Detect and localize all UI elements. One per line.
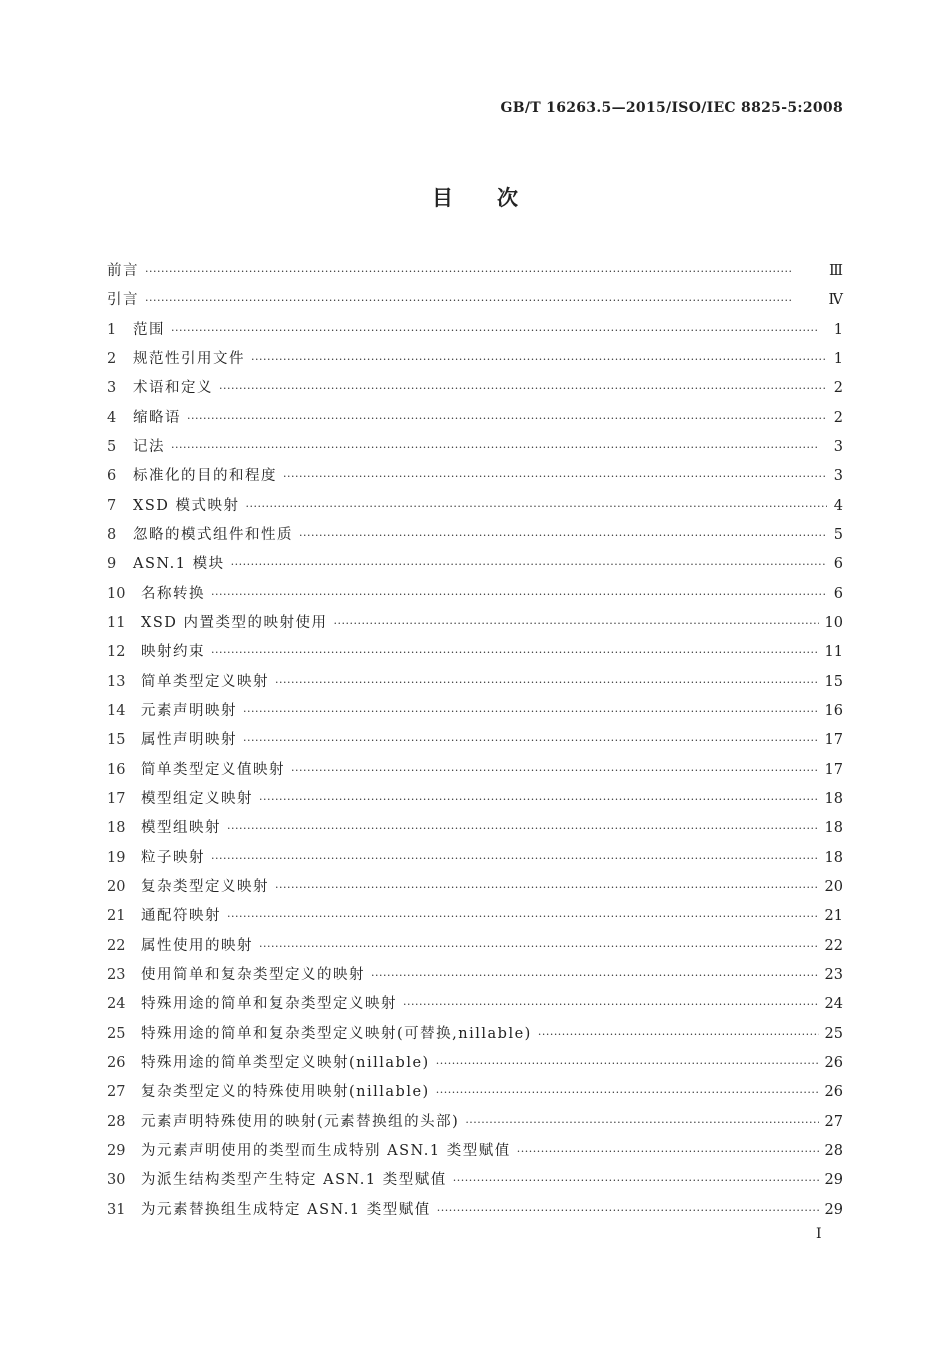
toc-entry-title: 模型组定义映射 xyxy=(141,790,253,807)
toc-entry[interactable] xyxy=(107,582,843,611)
toc-entry[interactable] xyxy=(107,992,843,1021)
toc-entry[interactable] xyxy=(107,640,843,669)
dot-leader xyxy=(299,529,827,542)
dot-leader xyxy=(211,588,827,601)
dot-leader xyxy=(436,1086,819,1099)
toc-entry-page: 1 xyxy=(833,350,843,367)
toc-entry[interactable] xyxy=(107,494,843,523)
dot-leader xyxy=(231,558,827,571)
toc-entry-number: 22 xyxy=(107,937,126,954)
toc-entry-title: 为元素替换组生成特定 ASN.1 类型赋值 xyxy=(141,1201,431,1218)
toc-entry[interactable] xyxy=(107,552,843,581)
toc-entry-title: 标准化的目的和程度 xyxy=(133,468,277,485)
toc-entry-page: 16 xyxy=(824,702,843,719)
toc-entry-title: 特殊用途的简单类型定义映射(nillable) xyxy=(141,1054,430,1071)
toc-entry-title: 属性使用的映射 xyxy=(141,937,253,954)
toc-entry-page: Ⅳ xyxy=(828,292,843,309)
toc-entry-number: 15 xyxy=(107,732,126,749)
dot-leader xyxy=(538,1028,819,1041)
toc-entry[interactable] xyxy=(107,464,843,493)
toc-entry-page: 10 xyxy=(824,614,843,631)
dot-leader xyxy=(187,412,827,425)
toc-entry-title: 元素声明特殊使用的映射(元素替换组的头部) xyxy=(141,1113,460,1130)
page-folio: I xyxy=(816,1226,822,1242)
toc-entry-page: 18 xyxy=(824,790,843,807)
toc-entry-page: 15 xyxy=(824,673,843,690)
toc-entry-number: 9 xyxy=(107,556,117,573)
toc-entry[interactable] xyxy=(107,699,843,728)
toc-entry-title: XSD 模式映射 xyxy=(133,497,240,514)
toc-entry-page: 17 xyxy=(824,761,843,778)
toc-entry[interactable] xyxy=(107,347,843,376)
toc-entry-page: 24 xyxy=(824,996,843,1013)
toc-entry-number: 10 xyxy=(107,585,126,602)
toc-entry-page: 3 xyxy=(833,438,843,455)
toc-entry-page: 5 xyxy=(833,526,843,543)
toc-entry-number: 25 xyxy=(107,1025,126,1042)
toc-entry-title: 范围 xyxy=(133,321,165,338)
toc-entry-page: 26 xyxy=(824,1084,843,1101)
toc-entry-number: 19 xyxy=(107,849,126,866)
toc-entry-page: 18 xyxy=(824,849,843,866)
dot-leader xyxy=(243,705,819,718)
toc-entry-page: 18 xyxy=(824,820,843,837)
page-title xyxy=(0,182,950,212)
toc-entry-page: 17 xyxy=(824,732,843,749)
toc-entry-page: 21 xyxy=(824,908,843,925)
toc-entry-number: 31 xyxy=(107,1201,126,1218)
toc-entry[interactable] xyxy=(107,611,843,640)
toc-entry-title: 通配符映射 xyxy=(141,908,221,925)
toc-entry-page: 23 xyxy=(824,966,843,983)
toc-entry-page: 4 xyxy=(833,497,843,514)
toc-entry-title: 复杂类型定义映射 xyxy=(141,878,269,895)
toc-entry-page: 29 xyxy=(824,1201,843,1218)
toc-entry-page: 26 xyxy=(824,1054,843,1071)
toc-entry[interactable] xyxy=(107,787,843,816)
dot-leader xyxy=(275,676,819,689)
toc-entry-page: 22 xyxy=(824,937,843,954)
toc-entry[interactable] xyxy=(107,259,843,288)
toc-entry-title: 为派生结构类型产生特定 ASN.1 类型赋值 xyxy=(141,1172,447,1189)
dot-leader xyxy=(171,324,827,337)
dot-leader xyxy=(436,1057,819,1070)
dot-leader xyxy=(227,910,819,923)
toc-entry-number: 13 xyxy=(107,673,126,690)
toc-entry[interactable] xyxy=(107,288,843,317)
toc-entry-number: 7 xyxy=(107,497,117,514)
toc-entry-title: 为元素声明使用的类型而生成特别 ASN.1 类型赋值 xyxy=(141,1142,511,1159)
title-char: 目 xyxy=(432,186,453,210)
dot-leader xyxy=(403,998,819,1011)
toc-entry-title: 前言 xyxy=(107,263,139,279)
dot-leader xyxy=(334,617,819,630)
dot-leader xyxy=(453,1174,819,1187)
toc-entry[interactable] xyxy=(107,963,843,992)
toc-entry[interactable] xyxy=(107,1168,843,1197)
toc-entry-title: 简单类型定义映射 xyxy=(141,673,269,690)
toc-entry-title: 特殊用途的简单和复杂类型定义映射(可替换,nillable) xyxy=(141,1025,532,1042)
dot-leader xyxy=(246,500,828,513)
title-char: 次 xyxy=(497,186,518,210)
dot-leader xyxy=(145,294,823,307)
toc-entry-title: 映射约束 xyxy=(141,644,205,661)
toc-entry[interactable] xyxy=(107,846,843,875)
dot-leader xyxy=(259,940,819,953)
dot-leader xyxy=(371,969,819,982)
dot-leader xyxy=(283,470,827,483)
toc-entry-title: XSD 内置类型的映射使用 xyxy=(141,614,328,631)
dot-leader xyxy=(227,822,819,835)
toc-entry-page: 28 xyxy=(824,1142,843,1159)
toc-entry[interactable] xyxy=(107,318,843,347)
toc-entry-title: 复杂类型定义的特殊使用映射(nillable) xyxy=(141,1084,430,1101)
toc-entry-title: 忽略的模式组件和性质 xyxy=(133,526,293,543)
toc-entry-page: 3 xyxy=(833,468,843,485)
toc-entry-number: 21 xyxy=(107,908,126,925)
toc-entry-title: 模型组映射 xyxy=(141,820,221,837)
toc-entry-page: 11 xyxy=(824,644,843,661)
toc-entry-title: 引言 xyxy=(107,292,139,309)
toc-entry-number: 18 xyxy=(107,820,126,837)
toc-entry-title: 缩略语 xyxy=(133,409,181,426)
dot-leader xyxy=(171,441,827,454)
standard-number: GB/T 16263.5—2015/ISO/IEC 8825-5:2008 xyxy=(500,100,843,116)
toc-entry-title: ASN.1 模块 xyxy=(133,556,225,573)
toc-entry-number: 11 xyxy=(107,614,126,631)
dot-leader xyxy=(437,1204,819,1217)
dot-leader xyxy=(517,1145,819,1158)
toc-entry-page: 27 xyxy=(824,1113,843,1130)
toc-entry-title: 记法 xyxy=(133,438,165,455)
toc-entry-number: 8 xyxy=(107,526,117,543)
dot-leader xyxy=(251,353,827,366)
toc-entry-page: 25 xyxy=(824,1025,843,1042)
dot-leader xyxy=(145,265,823,278)
toc-entry[interactable] xyxy=(107,670,843,699)
toc-entry-title: 特殊用途的简单和复杂类型定义映射 xyxy=(141,996,397,1013)
toc-entry[interactable] xyxy=(107,1198,843,1227)
toc-entry-title: 粒子映射 xyxy=(141,849,205,866)
toc-entry-page: 20 xyxy=(824,878,843,895)
toc-entry-number: 30 xyxy=(107,1172,126,1189)
toc-entry[interactable] xyxy=(107,376,843,405)
toc-entry-page: 6 xyxy=(833,556,843,573)
toc-entry-page: 1 xyxy=(833,321,843,338)
toc-entry-number: 17 xyxy=(107,790,126,807)
toc-entry-number: 3 xyxy=(107,380,117,397)
toc-entry[interactable] xyxy=(107,435,843,464)
toc-entry-number: 5 xyxy=(107,438,117,455)
dot-leader xyxy=(211,852,819,865)
toc-entry-number: 20 xyxy=(107,878,126,895)
toc-entry-title: 使用简单和复杂类型定义的映射 xyxy=(141,966,365,983)
toc-entry-page: 29 xyxy=(824,1172,843,1189)
toc-entry[interactable] xyxy=(107,1110,843,1139)
dot-leader xyxy=(211,646,819,659)
toc-entry-page: 2 xyxy=(833,380,843,397)
toc-entry[interactable] xyxy=(107,523,843,552)
toc-entry[interactable] xyxy=(107,1022,843,1051)
dot-leader xyxy=(243,734,819,747)
toc-entry-title: 名称转换 xyxy=(141,585,205,602)
toc-entry-number: 4 xyxy=(107,409,117,426)
toc-entry-number: 27 xyxy=(107,1084,126,1101)
toc-entry-number: 2 xyxy=(107,350,117,367)
toc-entry-number: 24 xyxy=(107,996,126,1013)
toc-entry-number: 1 xyxy=(107,321,117,338)
toc-entry-page: 6 xyxy=(833,585,843,602)
toc-entry[interactable] xyxy=(107,875,843,904)
toc-entry-number: 28 xyxy=(107,1113,126,1130)
dot-leader xyxy=(219,382,827,395)
toc-entry-number: 16 xyxy=(107,761,126,778)
dot-leader xyxy=(259,793,819,806)
toc-entry-number: 14 xyxy=(107,702,126,719)
toc-entry-title: 简单类型定义值映射 xyxy=(141,761,285,778)
toc-entry-title: 术语和定义 xyxy=(133,380,213,397)
toc-entry-number: 12 xyxy=(107,644,126,661)
toc-entry-number: 6 xyxy=(107,468,117,485)
toc-entry[interactable] xyxy=(107,904,843,933)
toc-entry[interactable] xyxy=(107,728,843,757)
toc-entry-number: 26 xyxy=(107,1054,126,1071)
toc-entry[interactable] xyxy=(107,1139,843,1168)
toc-entry[interactable] xyxy=(107,758,843,787)
dot-leader xyxy=(291,764,819,777)
toc-entry-page: 2 xyxy=(833,409,843,426)
toc-entry-page: Ⅲ xyxy=(829,263,843,279)
toc-entry[interactable] xyxy=(107,816,843,845)
toc-entry-number: 23 xyxy=(107,966,126,983)
toc-entry[interactable] xyxy=(107,934,843,963)
toc-entry-title: 元素声明映射 xyxy=(141,702,237,719)
toc-entry[interactable] xyxy=(107,1080,843,1109)
toc-entry-number: 29 xyxy=(107,1142,126,1159)
toc-entry-title: 规范性引用文件 xyxy=(133,350,245,367)
toc-entry[interactable] xyxy=(107,406,843,435)
dot-leader xyxy=(275,881,819,894)
toc-entry[interactable] xyxy=(107,1051,843,1080)
toc-entry-title: 属性声明映射 xyxy=(141,732,237,749)
table-of-contents xyxy=(107,259,843,1227)
dot-leader xyxy=(465,1116,818,1129)
